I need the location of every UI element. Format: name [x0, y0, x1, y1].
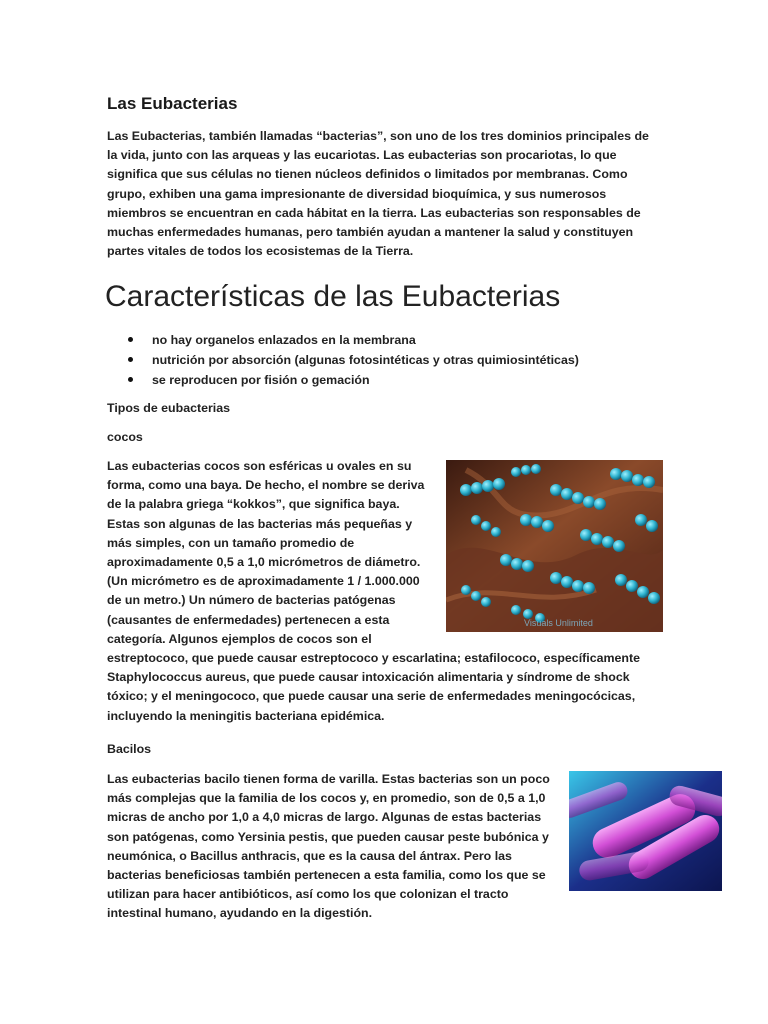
list-item: nutrición por absorción (algunas fotosintéticas y otras quimiosintéticas) [128, 350, 579, 370]
cocos-section [107, 457, 663, 726]
cocci-bacteria-image [446, 460, 663, 632]
section-title-eubacterias: Las Eubacterias [107, 94, 238, 113]
bacilos-section [107, 770, 722, 924]
bacilli-bacteria-image [569, 771, 722, 891]
characteristics-list [128, 330, 579, 390]
list-item: no hay organelos enlazados en la membrana [128, 330, 579, 350]
cocos-paragraph: Las eubacterias cocos son esféricas u ovales en su forma, como una baya. De hecho, el nombre se deriva de la palabra griega “kokkos”, que significa baya. Estas son algunas de las bacterias más pequeñas y más simples, con un tamaño promedio de aproximadamente 0,5 a 1,0 micrómetros de diámetro. (Un micrómetro es de aproximadamente 1 / 1.000.000 de un metro.) Un número de bacterias patógenas (causantes de enfermedades) pertenecen a esta categoría. Algunos ejemplos de cocos son el estreptococo, que puede causar estreptococo y escarlatina; estafilococo, específicamente Staphylococcus aureus, que puede causar intoxicación alimentaria y síndrome de shock tóxico; y el meningococo, que puede causar una serie de enfermedades meningocócicas, incluyendo la meningitis bacteriana epidémica. [107, 459, 640, 723]
types-heading: Tipos de eubacterias [107, 401, 231, 415]
image-watermark: Visuals Unlimited [524, 618, 593, 628]
bacilos-paragraph: Las eubacterias bacilo tienen forma de varilla. Estas bacterias son un poco más complejas que la familia de los cocos y, en promedio, son de 0,5 a 1,0 micras de ancho por 1,0 a 4,0 micras de largo. Algunas de estas bacterias son patógenas, como Yersinia pestis, que pueden causar peste bubónica y neumónica, o Bacillus anthracis, que es la causa del ántrax. Pero las bacterias beneficiosas también pertenecen a esta familia, como los que se utilizan para hacer antibióticos, así como los que colonizan el tracto intestinal humano, ayudando en la digestión. [107, 772, 550, 921]
intro-paragraph: Las Eubacterias, también llamadas “bacterias”, son uno de los tres dominios principales de la vida, junto con las arqueas y las eucariotas. Las eubacterias son procariotas, lo que significa que sus células no tienen núcleos definidos o limitados por membranas. Como grupo, exhiben una gama impresionante de diversidad bioquímica, y sus numerosos miembros se encuentran en cada hábitat en la tierra. Las eubacterias son responsables de muchas enfermedades humanas, pero también ayudan a mantener la salud y constituyen partes vitales de todos los ecosistemas de la Tierra. [107, 129, 649, 259]
characteristics-heading: Características de las Eubacterias [105, 280, 561, 313]
bacilos-label: Bacilos [107, 742, 152, 756]
list-item: se reproducen por fisión o gemación [128, 370, 579, 390]
cocos-label: cocos [107, 430, 143, 444]
